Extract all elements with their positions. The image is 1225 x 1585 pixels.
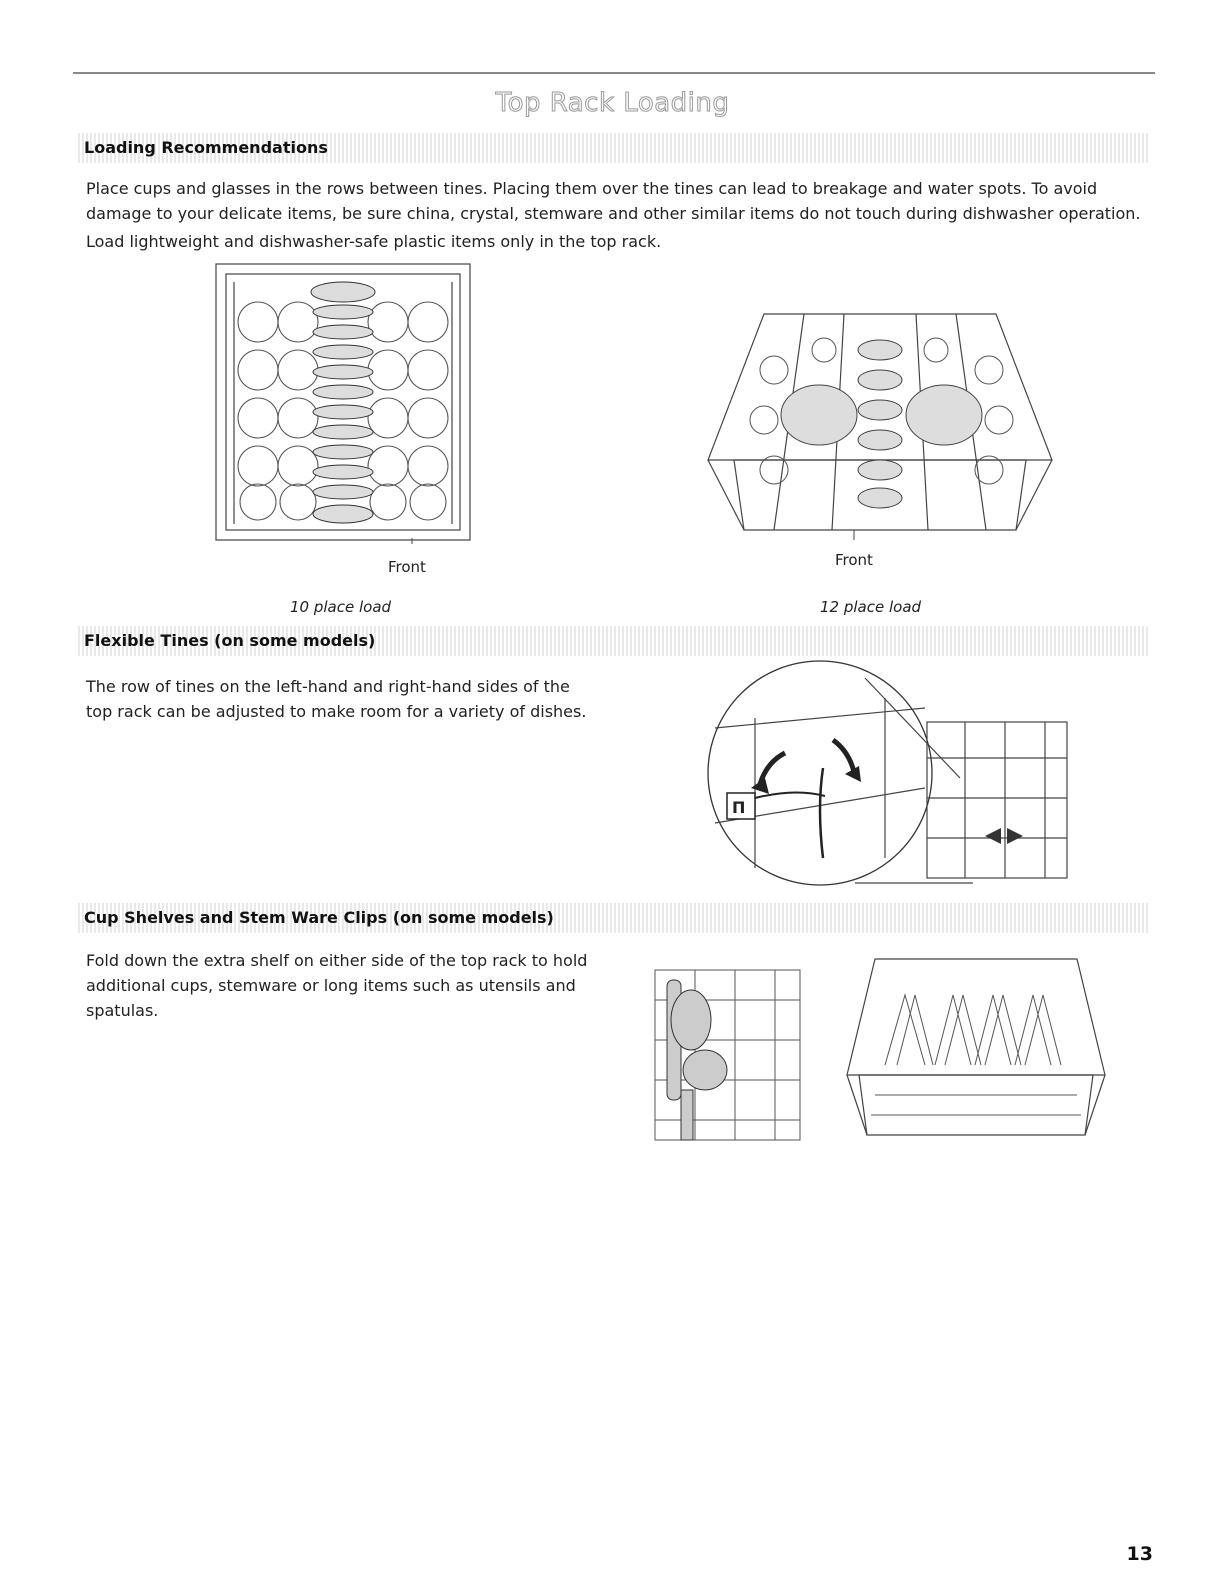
loading-paragraph-2: Load lightweight and dishwasher-safe plastic items only in the top rack. [86,232,662,251]
loading-text-line: damage to your delicate items, be sure china, crystal, stemware and other similar items do not touch during dishwasher operation. [86,204,1141,223]
section-heading-bar [78,133,1148,163]
page-number: 13 [1126,1543,1153,1565]
shelves-text-line: additional cups, stemware or long items such as utensils and [86,976,576,995]
shelves-paragraph [86,948,587,1023]
svg-text:Π: Π [732,798,746,817]
rack-10-place-illustration [214,262,472,544]
top-rule [73,72,1155,74]
shelves-text-line: spatulas. [86,1001,159,1020]
cup-shelf-illustration [645,960,805,1150]
section-heading-loading: Loading Recommendations [84,138,328,157]
rack-12-place-illustration [704,310,1056,540]
page-title: Top Rack Loading [495,88,730,118]
tines-text-line: The row of tines on the left-hand and right-hand sides of the [86,677,570,696]
tines-paragraph [86,674,586,724]
caption-10-place-load: 10 place load [290,598,392,616]
tines-text-line: top rack can be adjusted to make room for a variety of dishes. [86,702,587,721]
loading-paragraph [86,176,1140,226]
section-heading-shelves: Cup Shelves and Stem Ware Clips (on some models) [84,908,554,927]
section-heading-bar [78,626,1148,656]
shelves-text-line: Fold down the extra shelf on either side of the top rack to hold [86,951,588,970]
loading-text-line: Place cups and glasses in the rows between tines. Placing them over the tines can lead to breakage and water spots. To avoid [86,179,1098,198]
front-label-right: Front [835,551,873,569]
section-heading-bar [78,903,1148,933]
section-heading-tines: Flexible Tines (on some models) [84,631,376,650]
caption-12-place-load: 12 place load [820,598,922,616]
flexible-tines-illustration [705,658,1085,888]
top-rack-tines-illustration [845,955,1107,1140]
front-label-left: Front [388,558,426,576]
